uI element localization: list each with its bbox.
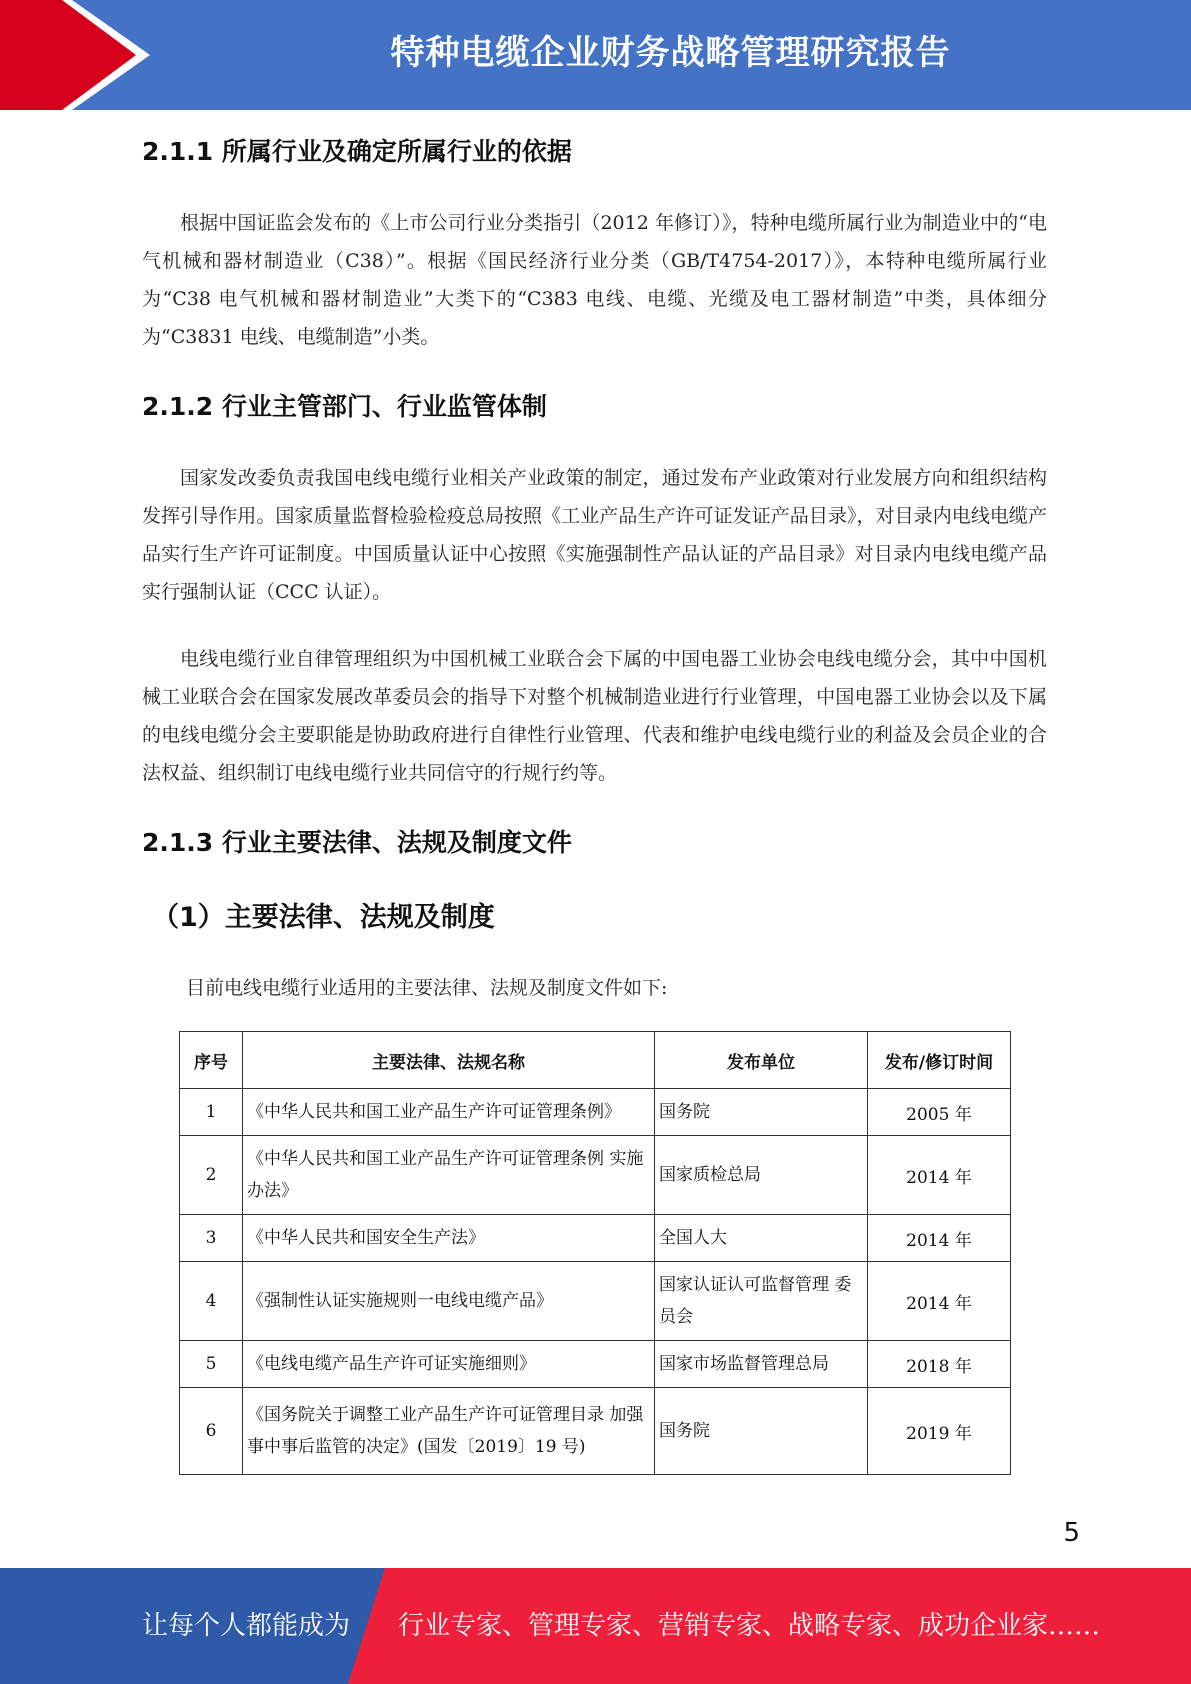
cell-date: 2005 年	[868, 1089, 1011, 1136]
cell-publisher: 国家认证认可监督管理 委员会	[655, 1262, 868, 1341]
subsection-heading-laws: （1）主要法律、法规及制度	[152, 902, 495, 933]
cell-name: 《中华人民共和国工业产品生产许可证管理条例》	[243, 1089, 655, 1136]
header-banner	[0, 0, 1191, 110]
cell-no: 4	[180, 1262, 243, 1341]
column-header-no: 序号	[180, 1032, 243, 1089]
cell-name: 《中华人民共和国安全生产法》	[243, 1215, 655, 1262]
cell-no: 2	[180, 1136, 243, 1215]
cell-publisher: 国务院	[655, 1089, 868, 1136]
section-heading-2-1-3: 2.1.3 行业主要法律、法规及制度文件	[142, 828, 572, 857]
cell-name: 《电线电缆产品生产许可证实施细则》	[243, 1341, 655, 1388]
footer-slogan-roles: 行业专家、管理专家、营销专家、战略专家、成功企业家……	[398, 1611, 1101, 1641]
table-row	[180, 1215, 1011, 1262]
cell-date: 2014 年	[868, 1136, 1011, 1215]
paragraph-regulatory-authorities: 国家发改委负责我国电线电缆行业相关产业政策的制定，通过发布产业政策对行业发展方向和组织结构发挥引导作用。国家质量监督检验检疫总局按照《工业产品生产许可证发证产品目录》，对目录内电线电缆产品实行生产许可证制度。中国质量认证中心按照《实施强制性产品认证的产品目录》对目录内电线电缆产品实行强制认证（CCC 认证）。	[142, 467, 1047, 603]
cell-name: 《强制性认证实施规则一电线电缆产品》	[243, 1262, 655, 1341]
column-header-name: 主要法律、法规名称	[243, 1032, 655, 1089]
section-heading-2-1-2: 2.1.2 行业主管部门、行业监管体制	[142, 392, 547, 421]
paragraph-industry-classification: 根据中国证监会发布的《上市公司行业分类指引（2012 年修订）》，特种电缆所属行业为制造业中的“电气机械和器材制造业（C38）”。根据《国民经济行业分类（GB/T4754-2017）》，本特种电缆所属行业为“C38 电气机械和器材制造业”大类下的“C383 电线、电缆、光缆及电工器材制造”中类，具体细分为“C3831 电线、电缆制造”小类。	[142, 212, 1047, 348]
table-intro-text: 目前电线电缆行业适用的主要法律、法规及制度文件如下:	[186, 977, 668, 999]
cell-date: 2019 年	[868, 1388, 1011, 1475]
footer-slogan-lead: 让每个人都能成为	[142, 1611, 351, 1641]
cell-date: 2014 年	[868, 1262, 1011, 1341]
cell-no: 6	[180, 1388, 243, 1475]
column-header-date: 发布/修订时间	[868, 1032, 1011, 1089]
table-row	[180, 1089, 1011, 1136]
cell-publisher: 国家市场监督管理总局	[655, 1341, 868, 1388]
cell-no: 3	[180, 1215, 243, 1262]
table-row	[180, 1341, 1011, 1388]
table-row	[180, 1136, 1011, 1215]
report-title: 特种电缆企业财务战略管理研究报告	[390, 33, 951, 73]
paragraph-self-regulation: 电线电缆行业自律管理组织为中国机械工业联合会下属的中国电器工业协会电线电缆分会，其中中国机械工业联合会在国家发展改革委员会的指导下对整个机械制造业进行行业管理，中国电器工业协会以及下属的电线电缆分会主要职能是协助政府进行自律性行业管理、代表和维护电线电缆行业的利益及会员企业的合法权益、组织制订电线电缆行业共同信守的行规行约等。	[142, 648, 1047, 784]
table-row	[180, 1262, 1011, 1341]
page-number: 5	[1063, 1518, 1080, 1548]
cell-publisher: 全国人大	[655, 1215, 868, 1262]
cell-date: 2014 年	[868, 1215, 1011, 1262]
cell-name: 《中华人民共和国工业产品生产许可证管理条例 实施办法》	[243, 1136, 655, 1215]
cell-publisher: 国务院	[655, 1388, 868, 1475]
cell-no: 5	[180, 1341, 243, 1388]
column-header-publisher: 发布单位	[655, 1032, 868, 1089]
laws-table	[179, 1031, 1011, 1475]
cell-name: 《国务院关于调整工业产品生产许可证管理目录 加强事中事后监管的决定》(国发〔2019〕19 号)	[243, 1388, 655, 1475]
cell-no: 1	[180, 1089, 243, 1136]
section-heading-2-1-1: 2.1.1 所属行业及确定所属行业的依据	[142, 137, 572, 166]
footer-banner	[0, 1568, 1191, 1684]
table-header-row	[180, 1032, 1011, 1089]
cell-date: 2018 年	[868, 1341, 1011, 1388]
table-row	[180, 1388, 1011, 1475]
cell-publisher: 国家质检总局	[655, 1136, 868, 1215]
